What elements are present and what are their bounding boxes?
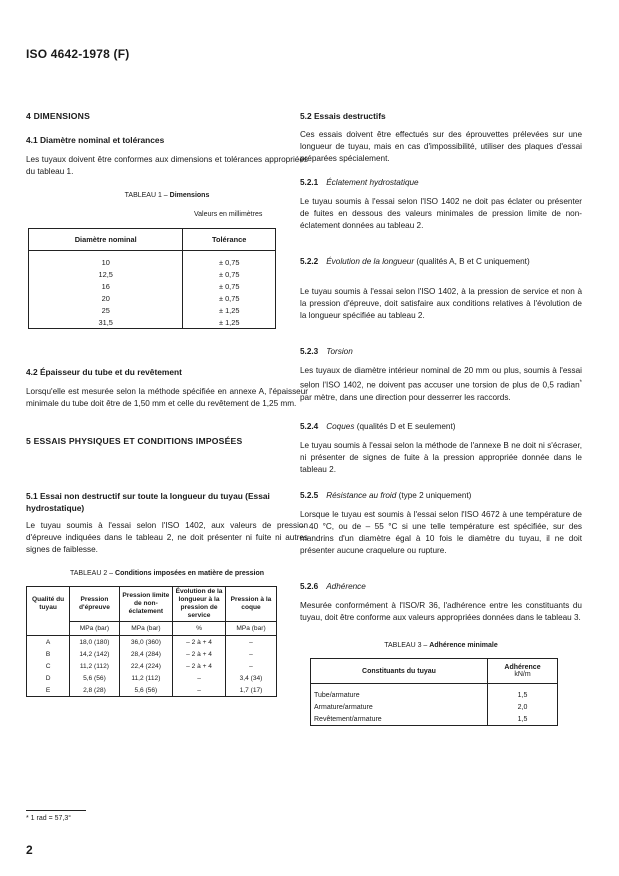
section-5-2-title: 5.2 Essais destructifs [300,111,386,121]
section-5-2-6-text: Mesurée conformément à l'ISO/R 36, l'adhérence entre les constituants du tuyau, doit être conforme aux valeurs appropriées données dans le tableau 3. [300,601,582,622]
section-5-2-intro: Ces essais doivent être effectués sur des éprouvettes prélevées sur une longueur de tuyau, mais en cas d'impossibilité, utiliser des plaques d'essai préparées spécialement. [300,130,582,163]
table-2-cell: – [226,636,277,649]
table-2 [26,586,277,697]
table-2-header: Pression limite de non-éclatement [119,587,172,622]
table-3-cell: 1,5 [488,689,558,701]
table-1-caption-prefix: TABLEAU 1 – [124,192,170,199]
table-2-cell: B [27,648,70,660]
table-2-cell: – [226,648,277,660]
table-2-cell: – 2 à + 4 [173,636,226,649]
table-3-cell: Revêtement/armature [311,713,488,726]
table-3 [310,658,558,726]
section-5-2-4-heading [300,422,455,431]
table-2-cell: – 2 à + 4 [173,648,226,660]
section-5-2-2-suffix: (qualités A, B et C uniquement) [416,257,530,266]
table-row [311,689,558,701]
table-1-cell: ± 0,75 [183,256,276,268]
section-5-2-1-heading [300,178,419,187]
table-1-header: Tolérance [183,229,276,251]
section-5-2-5-text: Lorsque le tuyau est soumis à l'essai selon l'ISO 4672 à une température de – 40 °C, ou de – 55 °C si une telle température est spécifiée, sur des mandrins d'un diamètre égal à 10 fois le diamètre du tuyau, il ne doit présenter aucune craquelure ou rupture. [300,510,582,555]
page-number: 2 [26,843,33,857]
table-2-header: Pression d'épreuve [70,587,119,622]
section-5-2-6-title: Adhérence [326,582,366,591]
table-1-header: Diamètre nominal [29,229,183,251]
section-5-2-6-number: 5.2.6 [300,582,319,591]
table-row [27,648,277,660]
table-row [29,292,276,304]
table-2-cell: 11,2 (112) [70,660,119,672]
table-2-cell: 11,2 (112) [119,672,172,684]
table-3-cell: Tube/armature [311,689,488,701]
table-2-header: Pression à la coque [226,587,277,622]
section-5-2-4-suffix: (qualités D et E seulement) [356,422,456,431]
section-5-2-5-suffix: (type 2 uniquement) [398,491,472,500]
table-1-cell: 25 [29,304,183,316]
section-5-2-1-title: Éclatement hydrostatique [326,178,419,187]
section-5-2-4-title: Coques [326,422,355,431]
table-3-header: Constituants du tuyau [311,659,488,684]
table-1-cell: ± 1,25 [183,316,276,329]
section-4-title: 4 DIMENSIONS [26,111,90,121]
section-5-2-3-text-a: Les tuyaux de diamètre intérieur nominal de 20 mm ou plus, soumis à l'essai selon l'ISO 1402, ne doivent pas accuser une torsion de plus de 0,5 radian [300,366,582,390]
table-row [29,268,276,280]
table-1-cell: 12,5 [29,268,183,280]
table-2-caption-prefix: TABLEAU 2 – [70,570,116,577]
table-1-cell: 16 [29,280,183,292]
table-row [27,660,277,672]
section-4-1-text: Les tuyaux doivent être conformes aux dimensions et tolérances appropriées du tableau 1. [26,155,308,176]
table-2-header: Évolution de la longueur à la pression de service [173,587,226,622]
table-1-unit-note: Valeurs en millimètres [194,211,263,218]
table-2-cell: 28,4 (284) [119,648,172,660]
standard-header: ISO 4642-1978 (F) [26,47,130,61]
table-2-cell: A [27,636,70,649]
section-5-2-4-number: 5.2.4 [300,422,319,431]
table-row [29,256,276,268]
footnote-mark: * [579,380,582,386]
section-5-2-3-number: 5.2.3 [300,347,319,356]
section-4-2-title: 4.2 Épaisseur du tube et du revêtement [26,367,182,377]
table-2-unit: % [173,622,226,636]
table-2-cell: D [27,672,70,684]
section-5-2-2-heading [300,256,582,268]
table-2-cell: – [173,672,226,684]
table-2-caption-title: Conditions imposées en matière de pression [115,570,264,577]
table-2-cell: – 2 à + 4 [173,660,226,672]
table-1-cell: ± 0,75 [183,292,276,304]
table-2-cell: E [27,684,70,697]
section-5-2-5-number: 5.2.5 [300,491,319,500]
table-1-caption-title: Dimensions [169,192,210,199]
table-row [27,684,277,697]
section-5-title: 5 ESSAIS PHYSIQUES ET CONDITIONS IMPOSÉES [26,436,243,446]
table-row [29,316,276,329]
table-3-header [488,659,558,684]
table-3-caption-title: Adhérence minimale [429,642,498,649]
table-3-cell: Armature/armature [311,701,488,713]
table-2-cell: 14,2 (142) [70,648,119,660]
section-4-1-title: 4.1 Diamètre nominal et tolérances [26,135,165,145]
table-1-cell: ± 0,75 [183,268,276,280]
table-2-cell: – [226,660,277,672]
table-2-cell: 1,7 (17) [226,684,277,697]
table-row [29,304,276,316]
section-5-2-3-title: Torsion [326,347,353,356]
section-5-2-2-title: Évolution de la longueur [326,257,415,266]
table-2-unit: MPa (bar) [119,622,172,636]
table-2-cell: 18,0 (180) [70,636,119,649]
table-2-unit: MPa (bar) [226,622,277,636]
table-2-caption [26,570,308,577]
table-2-cell: C [27,660,70,672]
table-2-unit [27,622,70,636]
table-1-cell: 20 [29,292,183,304]
table-3-header-unit: kN/m [514,671,531,678]
footnote-rule [26,810,86,811]
section-5-2-3-text-b: par mètre, dans une direction pour desserrer les raccords. [300,392,511,402]
section-5-2-1-text: Le tuyau soumis à l'essai selon l'ISO 1402 ne doit pas éclater ou présenter de fuites en dessous des valeurs minimales de pression limite de non-éclatement données au tableau 2. [300,197,582,230]
section-5-2-6-heading [300,582,366,591]
table-row [311,713,558,726]
section-5-2-3-heading [300,347,353,356]
section-5-2-5-heading [300,491,471,500]
table-row [27,672,277,684]
section-5-2-4-text: Le tuyau soumis à l'essai selon la méthode de l'annexe B ne doit ni s'écraser, ni présenter de signes de fuite à la pression appropriée donnée dans le tableau 2. [300,441,582,474]
table-2-cell: 3,4 (34) [226,672,277,684]
footnote: * 1 rad = 57,3° [26,815,72,822]
table-row [311,701,558,713]
table-3-caption-prefix: TABLEAU 3 – [384,642,430,649]
table-2-unit: MPa (bar) [70,622,119,636]
table-row [27,636,277,649]
table-3-caption [300,642,582,649]
table-1-cell: 31,5 [29,316,183,329]
section-5-2-5-title: Résistance au froid [326,491,397,500]
section-5-2-3-text [300,365,582,404]
section-5-2-2-number: 5.2.2 [300,257,319,266]
table-3-cell: 2,0 [488,701,558,713]
table-2-cell: 36,0 (360) [119,636,172,649]
table-3-header-adherence: Adhérence [504,664,541,671]
table-2-cell: 2,8 (28) [70,684,119,697]
table-2-cell: 5,6 (56) [119,684,172,697]
section-4-2-text: Lorsqu'elle est mesurée selon la méthode spécifiée en annexe A, l'épaisseur minimale du tube doit être de 1,50 mm et celle du revêtement de 1,25 mm. [26,387,308,408]
table-1-cell: ± 0,75 [183,280,276,292]
table-1 [28,228,276,329]
table-1-cell: ± 1,25 [183,304,276,316]
section-5-1-title: 5.1 Essai non destructif sur toute la longueur du tuyau (Essai hydrostatique) [26,491,270,513]
table-3-cell: 1,5 [488,713,558,726]
table-2-cell: 22,4 (224) [119,660,172,672]
table-2-header: Qualité du tuyau [27,587,70,622]
table-row [29,280,276,292]
section-5-2-1-number: 5.2.1 [300,178,319,187]
table-2-cell: 5,6 (56) [70,672,119,684]
table-2-cell: – [173,684,226,697]
section-5-2-2-text: Le tuyau soumis à l'essai selon l'ISO 1402, à la pression de service et non à la pression d'épreuve, doit satisfaire aux conditions relatives à l'évolution de la longueur spécifiée au tableau 2. [300,287,582,320]
table-1-caption [26,192,308,199]
section-5-1-text: Le tuyau soumis à l'essai selon l'ISO 1402, aux valeurs de pression d'épreuve indiquées dans le tableau 2, ne doit présenter ni fuite ni autres signes de faiblesse. [26,521,308,554]
table-1-cell: 10 [29,256,183,268]
